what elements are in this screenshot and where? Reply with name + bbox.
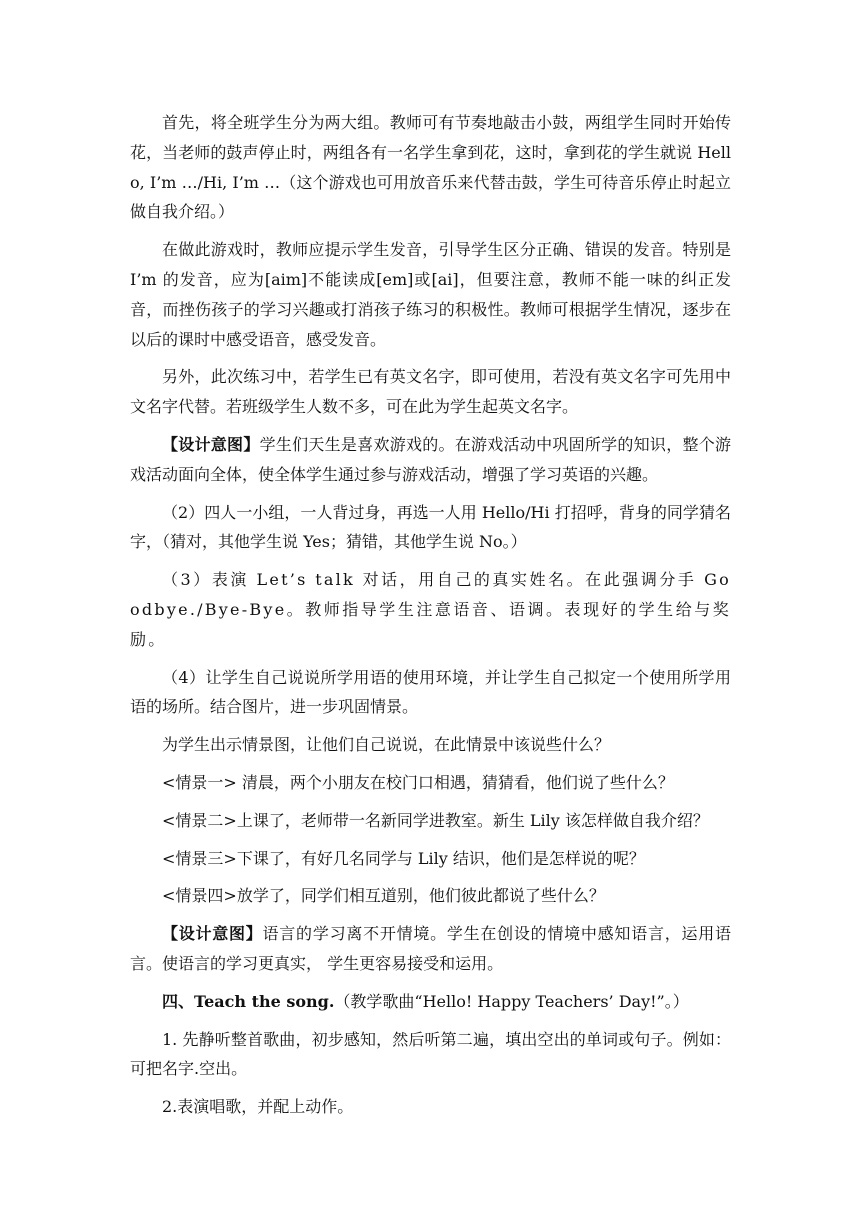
paragraph-text: （4）让学生自己说说所学用语的使用环境，并让学生自己拟定一个使用所学用语的场所。结合图片，进一步巩固情景。 — [130, 667, 731, 717]
paragraph-step-4 — [130, 663, 731, 723]
design-intent-label: 【设计意图】 — [162, 924, 263, 944]
paragraph-text: <情景二>上课了，老师带一名新同学进教室。新生 Lily 该怎样做自我介绍？ — [162, 810, 709, 830]
paragraph-text: 在做此游戏时，教师应提示学生发音，引导学生区分正确、错误的发音。特别是 I’m 的发音，应为[aim]不能读成[em]或[ai]，但要注意，教师不能一味的纠正发音，而挫伤孩子的学习兴趣或打消孩子练习的积极性。教师可根据学生情况，逐步在以后的课时中感受语音，感受发音。 — [130, 240, 731, 349]
paragraph-text: 2.表演唱歌，并配上动作。 — [162, 1097, 354, 1117]
paragraph-text: （3）表演 Let’s talk 对话，用自己的真实姓名。在此强调分手 Goodbye./Bye-Bye。教师指导学生注意语音、语调。表现好的学生给与奖励。 — [130, 570, 731, 649]
paragraph-text: <情景一> 清晨，两个小朋友在校门口相遇，猜猜看，他们说了些什么？ — [162, 772, 674, 792]
paragraph-song-step-2 — [130, 1092, 731, 1122]
paragraph-text: 1. 先静听整首歌曲，初步感知，然后听第二遍，填出空出的单词或句子。例如：可把名字.空出。 — [130, 1029, 731, 1079]
paragraph-text: <情景四>放学了，同学们相互道别，他们彼此都说了些什么？ — [162, 886, 605, 906]
paragraph-step-2 — [130, 498, 731, 558]
paragraph-scene-4 — [130, 881, 731, 911]
paragraph-section-heading — [130, 987, 731, 1017]
paragraph-text: <情景三>下课了，有好几名同学与 Lily 结识，他们是怎样说的呢？ — [162, 848, 645, 868]
paragraph-pronunciation — [130, 235, 731, 354]
paragraph-text: 为学生出示情景图，让他们自己说说，在此情景中该说些什么？ — [162, 735, 611, 755]
paragraph-english-names — [130, 362, 731, 422]
paragraph-text: 学生们天生是喜欢游戏的。在游戏活动中巩固所学的知识，整个游戏活动面向全体，使全体学生通过参与游戏活动，增强了学习英语的兴趣。 — [130, 434, 731, 484]
paragraph-step-3 — [130, 565, 731, 654]
paragraph-text: 首先，将全班学生分为两大组。教师可有节奏地敲击小鼓，两组学生同时开始传花，当老师的鼓声停止时，两组各有一名学生拿到花，这时，拿到花的学生就说 Hello, I’m …/Hi, I’m …（这个游戏也可用放音乐来代替击鼓，学生可待音乐停止时起立做自我介绍。） — [130, 113, 731, 222]
document-body — [130, 108, 731, 1130]
paragraph-song-step-1 — [130, 1025, 731, 1085]
section-heading: 四、Teach the song. — [162, 991, 335, 1011]
paragraph-text: （教学歌曲“Hello! Happy Teachers’ Day!”。） — [334, 991, 689, 1011]
paragraph-design-intent-1 — [130, 430, 731, 490]
design-intent-label: 【设计意图】 — [162, 434, 260, 454]
paragraph-scene-2 — [130, 806, 731, 836]
paragraph-scene-1 — [130, 768, 731, 798]
paragraph-text: 语言的学习离不开情境。学生在创设的情境中感知语言，运用语言。使语言的学习更真实， 学生更容易接受和运用。 — [130, 924, 731, 973]
paragraph-text: （2）四人一小组，一人背过身，再选一人用 Hello/Hi 打招呼，背身的同学猜名字，（猜对，其他学生说 Yes；猜错，其他学生说 No。） — [130, 502, 731, 552]
paragraph-scene-3 — [130, 844, 731, 874]
paragraph-game-intro — [130, 108, 731, 227]
paragraph-text: 另外，此次练习中，若学生已有英文名字，即可使用，若没有英文名字可先用中文名字代替。若班级学生人数不多，可在此为学生起英文名字。 — [130, 367, 731, 417]
paragraph-design-intent-2 — [130, 919, 731, 979]
paragraph-scene-prompt — [130, 730, 731, 760]
